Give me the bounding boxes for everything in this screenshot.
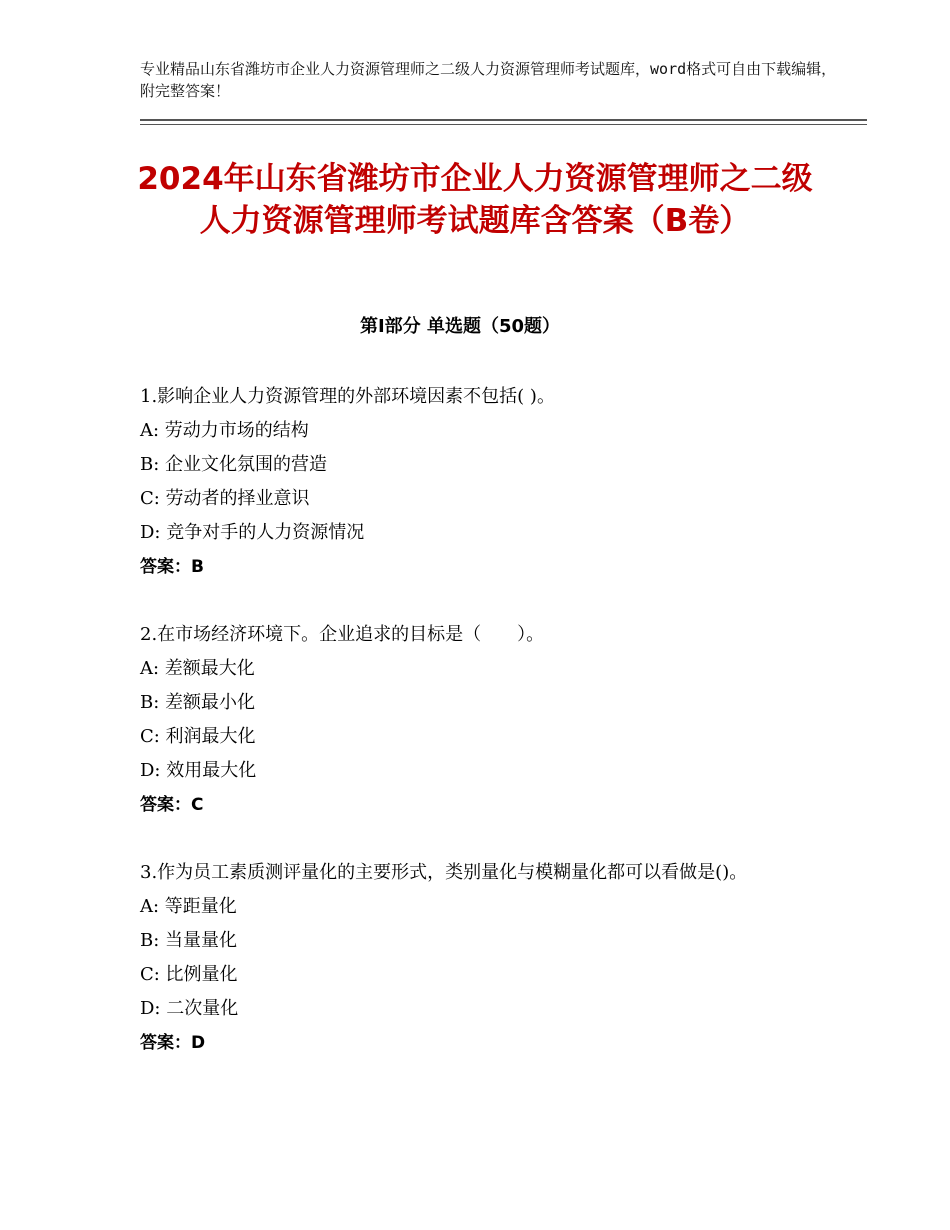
document-title: 2024年山东省潍坊市企业人力资源管理师之二级人力资源管理师考试题库含答案（B卷） bbox=[137, 161, 813, 239]
question-option-a: A: 劳动力市场的结构 bbox=[140, 420, 309, 441]
question-option-c: C: 劳动者的择业意识 bbox=[140, 488, 310, 509]
question-option-a: A: 差额最大化 bbox=[140, 658, 255, 679]
question-option-b: B: 当量量化 bbox=[140, 930, 238, 951]
section-title: 第Ⅰ部分 单选题（50题） bbox=[359, 316, 560, 337]
question-answer: 答案：C bbox=[140, 795, 204, 815]
question-stem: 3.作为员工素质测评量化的主要形式，类别量化与模糊量化都可以看做是()。 bbox=[140, 862, 748, 883]
question-3 bbox=[140, 856, 820, 1060]
question-option-d: D: 二次量化 bbox=[140, 998, 239, 1019]
header-rule-thick bbox=[140, 119, 867, 121]
question-1 bbox=[140, 380, 820, 584]
question-option-b: B: 企业文化氛围的营造 bbox=[140, 454, 328, 475]
question-stem: 2.在市场经济环境下。企业追求的目标是（ ）。 bbox=[140, 624, 545, 645]
question-option-a: A: 等距量化 bbox=[140, 896, 237, 917]
question-option-d: D: 竞争对手的人力资源情况 bbox=[140, 522, 365, 543]
question-option-b: B: 差额最小化 bbox=[140, 692, 256, 713]
question-stem: 1.影响企业人力资源管理的外部环境因素不包括( )。 bbox=[140, 386, 555, 407]
question-option-d: D: 效用最大化 bbox=[140, 760, 257, 781]
question-option-c: C: 比例量化 bbox=[140, 964, 238, 985]
question-list bbox=[140, 380, 820, 1094]
question-2 bbox=[140, 618, 820, 822]
question-answer: 答案：B bbox=[140, 557, 204, 577]
header-note: 专业精品山东省潍坊市企业人力资源管理师之二级人力资源管理师考试题库，word格式可自由下载编辑，附完整答案！ bbox=[140, 60, 837, 100]
question-answer: 答案：D bbox=[140, 1033, 206, 1053]
question-option-c: C: 利润最大化 bbox=[140, 726, 256, 747]
header-rule-thin bbox=[140, 124, 867, 125]
